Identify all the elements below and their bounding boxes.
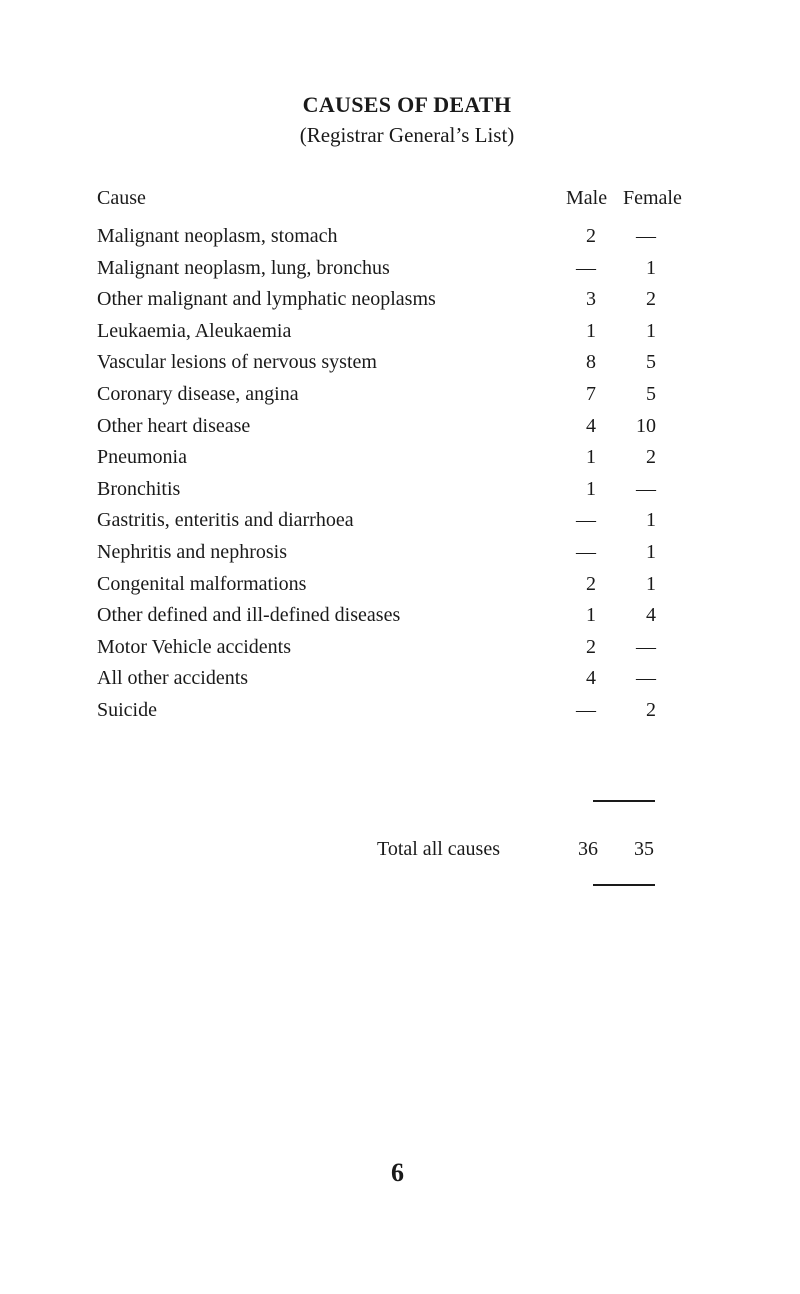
cause-label: Other defined and ill-defined diseases: [97, 604, 401, 627]
table-row: [0, 288, 800, 320]
causes-table: [0, 225, 800, 731]
table-row: [0, 667, 800, 699]
table-row: [0, 573, 800, 605]
cause-label: All other accidents: [97, 667, 249, 690]
table-row: [0, 351, 800, 383]
total-label: Total all causes: [377, 838, 500, 860]
female-count: 1: [646, 572, 656, 595]
male-count: 2: [586, 225, 596, 247]
table-row: [0, 257, 800, 289]
cause-label: Bronchitis: [97, 477, 181, 500]
cause-label: Suicide: [97, 698, 157, 721]
total-rule-bottom: [593, 884, 655, 886]
total-male-count: 36: [578, 838, 598, 860]
table-row: [0, 383, 800, 415]
cause-label: Motor Vehicle accidents: [97, 635, 292, 658]
cause-label: Pneumonia: [97, 446, 187, 469]
page-number: 6: [391, 1158, 404, 1187]
male-count: —: [576, 509, 596, 532]
table-row: [0, 415, 800, 447]
cause-label: Vascular lesions of nervous system: [97, 351, 377, 374]
male-count: 2: [586, 635, 596, 658]
table-row: [0, 509, 800, 541]
female-count: 4: [646, 604, 656, 627]
female-count: —: [636, 667, 656, 690]
cause-label: Leukaemia, Aleukaemia: [97, 319, 292, 342]
female-count: 2: [646, 446, 656, 469]
female-count: 10: [636, 414, 656, 437]
female-count: —: [636, 477, 656, 500]
male-count: 1: [586, 446, 596, 469]
female-count: 5: [646, 351, 656, 374]
cause-label: Malignant neoplasm, lung, bronchus: [97, 256, 390, 279]
table-row: [0, 225, 800, 257]
cause-label: Malignant neoplasm, stomach: [97, 225, 338, 247]
table-row: [0, 446, 800, 478]
female-count: 1: [646, 319, 656, 342]
male-count: —: [576, 256, 596, 279]
table-row: [0, 320, 800, 352]
male-count: 2: [586, 572, 596, 595]
female-count: 1: [646, 256, 656, 279]
cause-label: Other malignant and lymphatic neoplasms: [97, 288, 436, 311]
cause-label: Congenital malformations: [97, 572, 307, 595]
table-row: [0, 478, 800, 510]
table-row: [0, 699, 800, 731]
male-count: —: [576, 698, 596, 721]
male-count: 8: [586, 351, 596, 374]
page-subtitle: (Registrar General’s List): [299, 123, 515, 147]
female-count: 1: [646, 540, 656, 563]
column-header-female: Female: [623, 187, 682, 209]
female-count: 5: [646, 382, 656, 405]
male-count: 4: [586, 667, 596, 690]
female-count: 1: [646, 509, 656, 532]
male-count: —: [576, 540, 596, 563]
male-count: 7: [586, 382, 596, 405]
male-count: 1: [586, 477, 596, 500]
cause-label: Gastritis, enteritis and diarrhoea: [97, 509, 354, 532]
total-female-count: 35: [634, 838, 654, 860]
table-row: [0, 541, 800, 573]
cause-label: Coronary disease, angina: [97, 382, 299, 405]
column-header-cause: Cause: [97, 187, 146, 209]
table-row: [0, 636, 800, 668]
male-count: 1: [586, 319, 596, 342]
cause-label: Nephritis and nephrosis: [97, 540, 287, 563]
female-count: —: [636, 225, 656, 247]
cause-label: Other heart disease: [97, 414, 251, 437]
female-count: 2: [646, 288, 656, 311]
male-count: 1: [586, 604, 596, 627]
male-count: 4: [586, 414, 596, 437]
male-count: 3: [586, 288, 596, 311]
female-count: 2: [646, 698, 656, 721]
table-row: [0, 604, 800, 636]
column-header-male: Male: [566, 187, 608, 209]
female-count: —: [636, 635, 656, 658]
total-rule-top: [593, 800, 655, 802]
page-title: CAUSES OF DEATH: [302, 92, 512, 117]
